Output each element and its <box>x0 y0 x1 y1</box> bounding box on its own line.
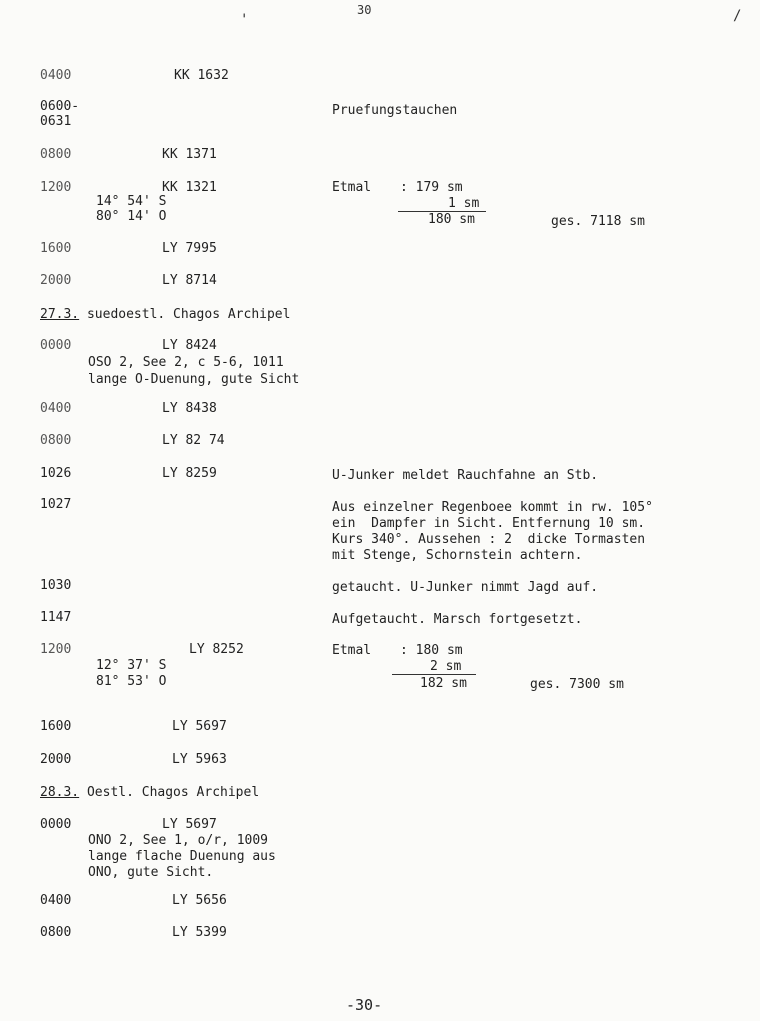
entry-position: LY 7995 <box>162 241 217 256</box>
entry-position: LY 5399 <box>172 925 227 940</box>
etmal-label: Etmal <box>332 643 372 658</box>
ink-mark: ' <box>240 12 249 28</box>
total-distance: ges. 7118 sm <box>551 214 645 229</box>
longitude: 81° 53' O <box>96 674 167 689</box>
entry-time: 1200 <box>40 642 72 657</box>
entry-time: 0000 <box>40 338 72 353</box>
entry-time: 0400 <box>40 401 72 416</box>
longitude: 80° 14' O <box>96 209 167 224</box>
weather-line: lange flache Duenung aus <box>88 849 276 864</box>
entry-position: LY 8424 <box>162 338 217 353</box>
etmal-run: : 179 sm <box>400 180 463 195</box>
entry-time: 0800 <box>40 925 72 940</box>
entry-position: KK 1632 <box>174 68 229 83</box>
sum-line <box>392 674 476 675</box>
entry-remark: U-Junker meldet Rauchfahne an Stb. <box>332 468 599 483</box>
entry-time: 2000 <box>40 752 72 767</box>
entry-position: LY 5697 <box>162 817 217 832</box>
latitude: 14° 54' S <box>96 194 167 209</box>
weather-line: ONO 2, See 1, o/r, 1009 <box>88 833 269 848</box>
entry-time: 0800 <box>40 147 72 162</box>
entry-time: 0000 <box>40 817 72 832</box>
entry-time: 0631 <box>40 114 72 129</box>
entry-position: LY 8259 <box>162 466 217 481</box>
weather-line: lange O-Duenung, gute Sicht <box>88 372 300 387</box>
entry-position: LY 8438 <box>162 401 217 416</box>
day-date: 27.3. <box>40 307 80 322</box>
entry-time: 1600 <box>40 719 72 734</box>
ink-mark: / <box>733 8 742 24</box>
page-number-bottom: -30- <box>346 996 383 1014</box>
entry-remark: Aufgetaucht. Marsch fortgesetzt. <box>332 612 583 627</box>
weather-line: ONO, gute Sicht. <box>88 865 214 880</box>
entry-time: 2000 <box>40 273 72 288</box>
entry-time: 0600- <box>40 99 80 114</box>
weather-line: OSO 2, See 2, c 5-6, 1011 <box>88 355 284 370</box>
entry-position: KK 1321 <box>162 180 217 195</box>
entry-time: 1147 <box>40 610 72 625</box>
entry-position: LY 5697 <box>172 719 227 734</box>
entry-remark: ein Dampfer in Sicht. Entfernung 10 sm. <box>332 516 646 531</box>
etmal-drift: 1 sm <box>448 196 480 211</box>
entry-remark: getaucht. U-Junker nimmt Jagd auf. <box>332 580 599 595</box>
entry-time: 0400 <box>40 68 72 83</box>
total-distance: ges. 7300 sm <box>530 677 624 692</box>
page-number-top: 30 <box>357 3 372 17</box>
entry-position: KK 1371 <box>162 147 217 162</box>
entry-position: LY 5963 <box>172 752 227 767</box>
entry-position: LY 8714 <box>162 273 217 288</box>
etmal-total: 182 sm <box>420 676 467 691</box>
etmal-total: 180 sm <box>428 212 475 227</box>
entry-remark: Pruefungstauchen <box>332 103 458 118</box>
entry-time: 0400 <box>40 893 72 908</box>
day-place: suedoestl. Chagos Archipel <box>86 307 291 322</box>
entry-time: 1027 <box>40 497 72 512</box>
entry-time: 1600 <box>40 241 72 256</box>
entry-remark: Aus einzelner Regenboee kommt in rw. 105° <box>332 500 653 515</box>
etmal-run: : 180 sm <box>400 643 463 658</box>
entry-position: LY 82 74 <box>162 433 225 448</box>
entry-position: LY 5656 <box>172 893 227 908</box>
etmal-label: Etmal <box>332 180 372 195</box>
day-date: 28.3. <box>40 785 80 800</box>
entry-time: 1200 <box>40 180 72 195</box>
entry-time: 0800 <box>40 433 72 448</box>
entry-remark: mit Stenge, Schornstein achtern. <box>332 548 583 563</box>
latitude: 12° 37' S <box>96 658 167 673</box>
day-heading <box>40 785 259 800</box>
entry-time: 1026 <box>40 466 72 481</box>
entry-remark: Kurs 340°. Aussehen : 2 dicke Tormasten <box>332 532 646 547</box>
etmal-drift: 2 sm <box>430 659 462 674</box>
entry-time: 1030 <box>40 578 72 593</box>
day-heading <box>40 307 290 322</box>
day-place: Oestl. Chagos Archipel <box>86 785 260 800</box>
entry-position: LY 8252 <box>189 642 244 657</box>
